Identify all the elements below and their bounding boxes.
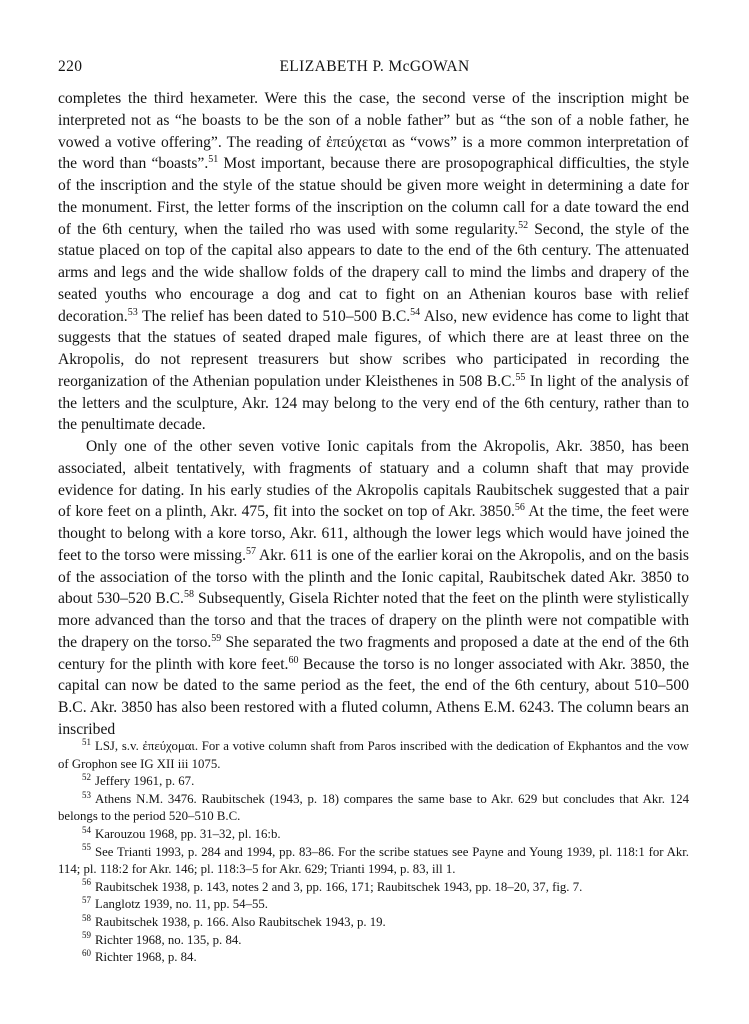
footnote-text: Athens N.M. 3476. Raubitschek (1943, p. 18) compares the same base to Akr. 629 but concludes that Akr. 124 belongs to the period 520–510 B.C. xyxy=(58,791,689,824)
footnote-text: Richter 1968, no. 135, p. 84. xyxy=(95,932,242,947)
footnote-ref-58[interactable]: 58 xyxy=(183,589,194,601)
text-span: Akr. 611 is one of the earlier korai on the Akropolis, and on the basis of the association of the torso with the plinth and the Ionic capital, Raubitschek dated Akr. 3850 to about 530–520 B.C. xyxy=(58,546,689,608)
footnote-number: 55 xyxy=(82,842,91,853)
footnote xyxy=(58,879,689,897)
footnote-number: 53 xyxy=(82,789,91,800)
footnotes-section xyxy=(58,738,689,967)
footnote-ref-57[interactable]: 57 xyxy=(245,545,256,557)
text-span: The relief has been dated to 510–500 B.C. xyxy=(137,307,411,325)
text-span: completes the third hexameter. Were this the case, the second verse of the inscription might be interpreted not as “he boasts to be the son of a noble father” but as “the son of a noble father, he vowed a votive offering”. The reading of xyxy=(58,90,689,151)
footnote-ref-54[interactable]: 54 xyxy=(410,306,421,318)
page-number: 220 xyxy=(58,58,83,75)
footnote xyxy=(58,896,689,914)
footnote xyxy=(58,949,689,967)
footnote xyxy=(58,914,689,932)
footnote-ref-60[interactable]: 60 xyxy=(288,654,299,666)
footnote-ref-59[interactable]: 59 xyxy=(211,632,222,644)
text-span: She separated the two fragments and proposed a date at the end of the 6th century for the plinth with kore feet. xyxy=(58,633,689,673)
footnote-text: Raubitschek 1938, p. 143, notes 2 and 3, pp. 166, 171; Raubitschek 1943, pp. 18–20, 37, fig. 7. xyxy=(95,879,583,894)
footnote xyxy=(58,826,689,844)
footnote-ref-51[interactable]: 51 xyxy=(208,154,219,166)
text-span: as “vows” is a more common interpretation of the word than “boasts”. xyxy=(58,133,690,173)
footnote-text: Karouzou 1968, pp. 31–32, pl. 16:b. xyxy=(95,826,281,841)
footnote-number: 59 xyxy=(82,930,91,941)
footnote-number: 57 xyxy=(82,895,91,906)
footnote-text: Raubitschek 1938, p. 166. Also Raubitschek 1943, p. 19. xyxy=(95,914,386,929)
footnote-text: Richter 1968, p. 84. xyxy=(95,950,197,965)
footnote-text: See Trianti 1993, p. 284 and 1994, pp. 83–86. For the scribe statues see Payne and Young 1939, pl. 118:1 for Akr. 114; pl. 118:2 for Akr. 146; pl. 118:3–5 for Akr. 629; Trianti 1994, p. 83, ill 1. xyxy=(58,844,689,877)
footnote-ref-52[interactable]: 52 xyxy=(518,219,529,231)
text-span: Most important, because there are prosopographical difficulties, the style of the inscription and the style of the statue should be given more weight in determining a date for the monument. First, the letter forms of the inscription on the column call for a date toward the end of the 6th century, when the tailed rho was used with some regularity. xyxy=(58,155,689,238)
text-span: Subsequently, Gisela Richter noted that the feet on the plinth were stylistically more advanced than the torso and that the traces of drapery on the plinth were not compatible with the drapery on the torso. xyxy=(58,590,690,651)
footnote-number: 60 xyxy=(82,947,91,958)
footnote xyxy=(58,844,689,879)
footnote-number: 54 xyxy=(82,824,91,835)
footnote xyxy=(58,791,689,826)
text-span: In light of the analysis of the letters and the sculpture, Akr. 124 may belong to the very end of the 6th century, rather than to the penultimate decade. xyxy=(58,372,689,434)
text-span: At the time, the feet were thought to belong with a kore torso, Akr. 611, although the lower legs which would have joined the feet to the torso were missing. xyxy=(58,503,689,564)
footnote-ref-56[interactable]: 56 xyxy=(514,502,525,514)
paragraph-1 xyxy=(58,88,689,436)
page-header xyxy=(58,58,691,78)
paragraph-2 xyxy=(58,436,689,741)
text-span: Because the torso is no longer associated with Akr. 3850, the capital can now be dated to the same period as the feet, the end of the 6th century, about 510–500 B.C. Akr. 3850 has also been restored with a fluted column, Athens E.M. 6243. The column bears an inscribed xyxy=(58,655,690,738)
footnote-number: 56 xyxy=(82,877,91,888)
footnote-text: LSJ, s.v. ἐπεύχομαι. For a votive column shaft from Paros inscribed with the dedication of Ekphantos and the vow of Grophon see IG XII iii 1075. xyxy=(58,739,689,771)
footnote-text: Langlotz 1939, no. 11, pp. 54–55. xyxy=(95,897,268,912)
footnote-number: 51 xyxy=(82,736,91,747)
footnote-number: 58 xyxy=(82,912,91,923)
footnote-number: 52 xyxy=(82,771,91,782)
greek-word: ἐπεύχεται xyxy=(326,133,387,151)
body-text xyxy=(58,88,689,741)
footnote-ref-55[interactable]: 55 xyxy=(515,371,526,383)
footnote-text: Jeffery 1961, p. 67. xyxy=(95,774,195,789)
text-span: Only one of the other seven votive Ionic capitals from the Akropolis, Akr. 3850, has been associated, albeit tentatively, with fragments of statuary and a column shaft that may provide evidence for dating. In his early studies of the Akropolis capitals Raubitschek suggested that a pair of kore feet on a plinth, Akr. 475, fit into the socket on top of Akr. 3850. xyxy=(58,438,689,521)
footnote xyxy=(58,932,689,950)
footnote xyxy=(58,773,689,791)
text-span: Second, the style of the statue placed on top of the capital also appears to date to the end of the 6th century. The attenuated arms and legs and the wide shallow folds of the drapery call to mind the limbs and drapery of the seated youths who encourage a dog and cat to fight on an Athenian kouros base with relief decoration. xyxy=(58,220,689,325)
text-span: Also, new evidence has come to light that suggests that the statues of seated draped male figures, of which there are at least three on the Akropolis, do not represent treasurers but show scribes who participated in recording the reorganization of the Athenian population under Kleisthenes in 508 B.C. xyxy=(58,307,690,390)
footnote xyxy=(58,738,689,773)
running-head: ELIZABETH P. McGOWAN xyxy=(279,58,470,75)
footnote-ref-53[interactable]: 53 xyxy=(127,306,138,318)
